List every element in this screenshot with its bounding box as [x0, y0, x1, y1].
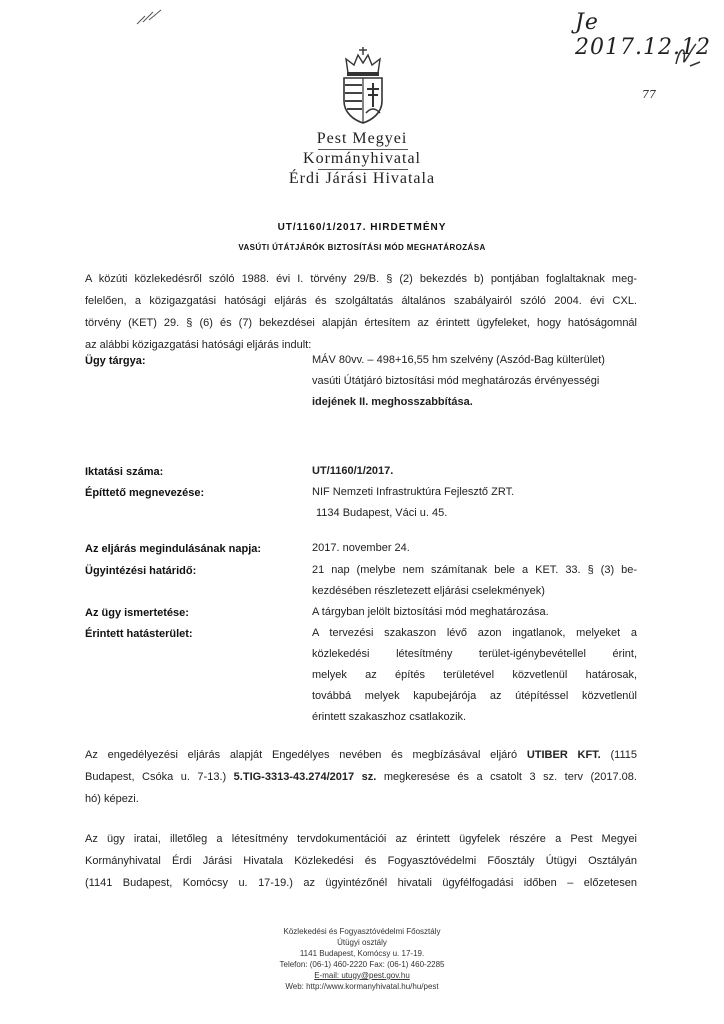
authority-name-line1: Pest Megyei	[316, 130, 408, 147]
basis-paragraph	[85, 744, 637, 810]
footer-web[interactable]: Web: http://www.kormanyhivatal.hu/hu/pest	[285, 982, 439, 991]
subject-label: Ügy tárgya:	[85, 355, 146, 367]
authority-name-line3: Érdi Járási Hivatala	[288, 170, 436, 187]
paragraph-line: az alábbi közigazgatási hatósági eljárás indult:	[85, 339, 312, 351]
intro-paragraph	[85, 268, 637, 356]
deadline-label: Ügyintézési határidő:	[85, 565, 197, 577]
subject-line: vasúti Útátjáró biztosítási mód meghatározás érvényességi	[312, 375, 600, 387]
text-segment: Budapest, Csóka u. 7-13.)	[85, 771, 234, 783]
affected-area-line: továbbá melyek kapubejárója az útépítéssel közvetlenül	[312, 690, 637, 702]
subject-value	[312, 350, 637, 413]
footer-email[interactable]: E-mail: utugy@pest.gov.hu	[314, 971, 410, 980]
affected-area-line: közlekedési létesítmény terület-igénybevétellel érint,	[312, 648, 637, 660]
deadline-line: 21 nap (melybe nem számítanak bele a KET. 33. § (3) be-	[312, 564, 637, 576]
text-segment: Az engedélyezési eljárás alapját Engedélyes nevében és megbízásával eljáró	[85, 749, 527, 761]
signature-icon	[672, 40, 702, 70]
paragraph-line	[85, 744, 637, 766]
affected-area-line: A tervezési szakaszon lévő azon ingatlanok, melyeket a	[312, 627, 637, 639]
subject-line: MÁV 80vv. – 498+16,55 hm szelvény (Aszód-Bag külterület)	[312, 354, 605, 366]
paragraph-line: (1141 Budapest, Komócsy u. 17-19.) az ügyintézőnél hivatali ügyfélfogadási időben – előzetesen	[85, 877, 637, 889]
start-date-label: Az eljárás megindulásának napja:	[85, 543, 262, 555]
footer-contact	[200, 926, 524, 992]
builder-line: 1134 Budapest, Váci u. 45.	[316, 507, 448, 519]
paragraph-line: törvény (KET) 29. § (6) és (7) bekezdései alapján értesítem az érintett ügyfeleket, hogy hatóságomnál	[85, 317, 637, 329]
footer-line: Telefon: (06-1) 460-2220 Fax: (06-1) 460-2285	[279, 960, 445, 969]
paragraph-line: A közúti közlekedésről szóló 1988. évi I. törvény 29/B. § (2) bekezdés b) pontjában foglaltaknak meg-	[85, 273, 637, 285]
deadline-value	[312, 560, 637, 602]
text-segment: (1115	[600, 749, 637, 761]
document-title: UT/1160/1/2017. HIRDETMÉNY	[277, 222, 447, 233]
pen-scribble-icon	[135, 8, 165, 28]
paragraph-line	[85, 766, 637, 788]
start-date-value: 2017. november 24.	[312, 542, 410, 554]
description-label: Az ügy ismertetése:	[85, 607, 189, 619]
builder-value	[312, 482, 637, 524]
handwritten-number: 77	[642, 88, 656, 101]
documents-paragraph	[85, 828, 637, 894]
document-subtitle: VASÚTI ÚTÁTJÁRÓK BIZTOSÍTÁSI MÓD MEGHATÁROZÁSA	[238, 243, 486, 252]
paragraph-line: Az ügy iratai, illetőleg a létesítmény tervdokumentációi az érintett ügyfelek részére a Pest Megyei	[85, 833, 637, 845]
paragraph-line: Kormányhivatal Érdi Járási Hivatala Közlekedési és Fogyasztóvédelmi Főosztály Útügyi Osztályán	[85, 855, 637, 867]
deadline-line: kezdésében részletezett eljárási cselekmények)	[312, 585, 545, 597]
builder-line: NIF Nemzeti Infrastruktúra Fejlesztő ZRT.	[312, 486, 515, 498]
builder-label: Építtető megnevezése:	[85, 487, 205, 499]
file-number-value: UT/1160/1/2017.	[312, 465, 394, 477]
description-value: A tárgyban jelölt biztosítási mód meghatározása.	[312, 606, 549, 618]
applicant-name: UTIBER KFT.	[526, 749, 601, 761]
reference-number: 5.TIG-3313-43.274/2017 sz.	[233, 771, 377, 783]
footer-line: Közlekedési és Fogyasztóvédelmi Főosztály	[283, 927, 441, 936]
text-segment: megkeresése és a csatolt 3 sz. terv (2017.08.	[376, 771, 637, 783]
paragraph-line: felelően, a közigazgatási hatósági eljárás és szolgáltatás általános szabályairól szóló 2004. évi CXL.	[85, 295, 637, 307]
hungarian-coat-of-arms-icon	[332, 45, 394, 125]
authority-name-line2: Kormányhivatal	[303, 150, 421, 167]
file-number-label: Iktatási száma:	[85, 466, 164, 478]
affected-area-line: melyek az építés területével közvetlenül határosak,	[312, 669, 637, 681]
footer-line: 1141 Budapest, Komócsy u. 17-19.	[299, 949, 425, 958]
footer-line: Útügyi osztály	[337, 938, 387, 947]
subject-line: idejének II. meghosszabbítása.	[312, 396, 473, 408]
affected-area-line: érintett szakaszhoz csatlakozik.	[312, 711, 467, 723]
handwritten-date: Je 2017.12.12	[575, 10, 711, 60]
affected-area-value	[312, 623, 637, 728]
affected-area-label: Érintett hatásterület:	[85, 628, 193, 640]
paragraph-line: hó) képezi.	[85, 793, 139, 805]
